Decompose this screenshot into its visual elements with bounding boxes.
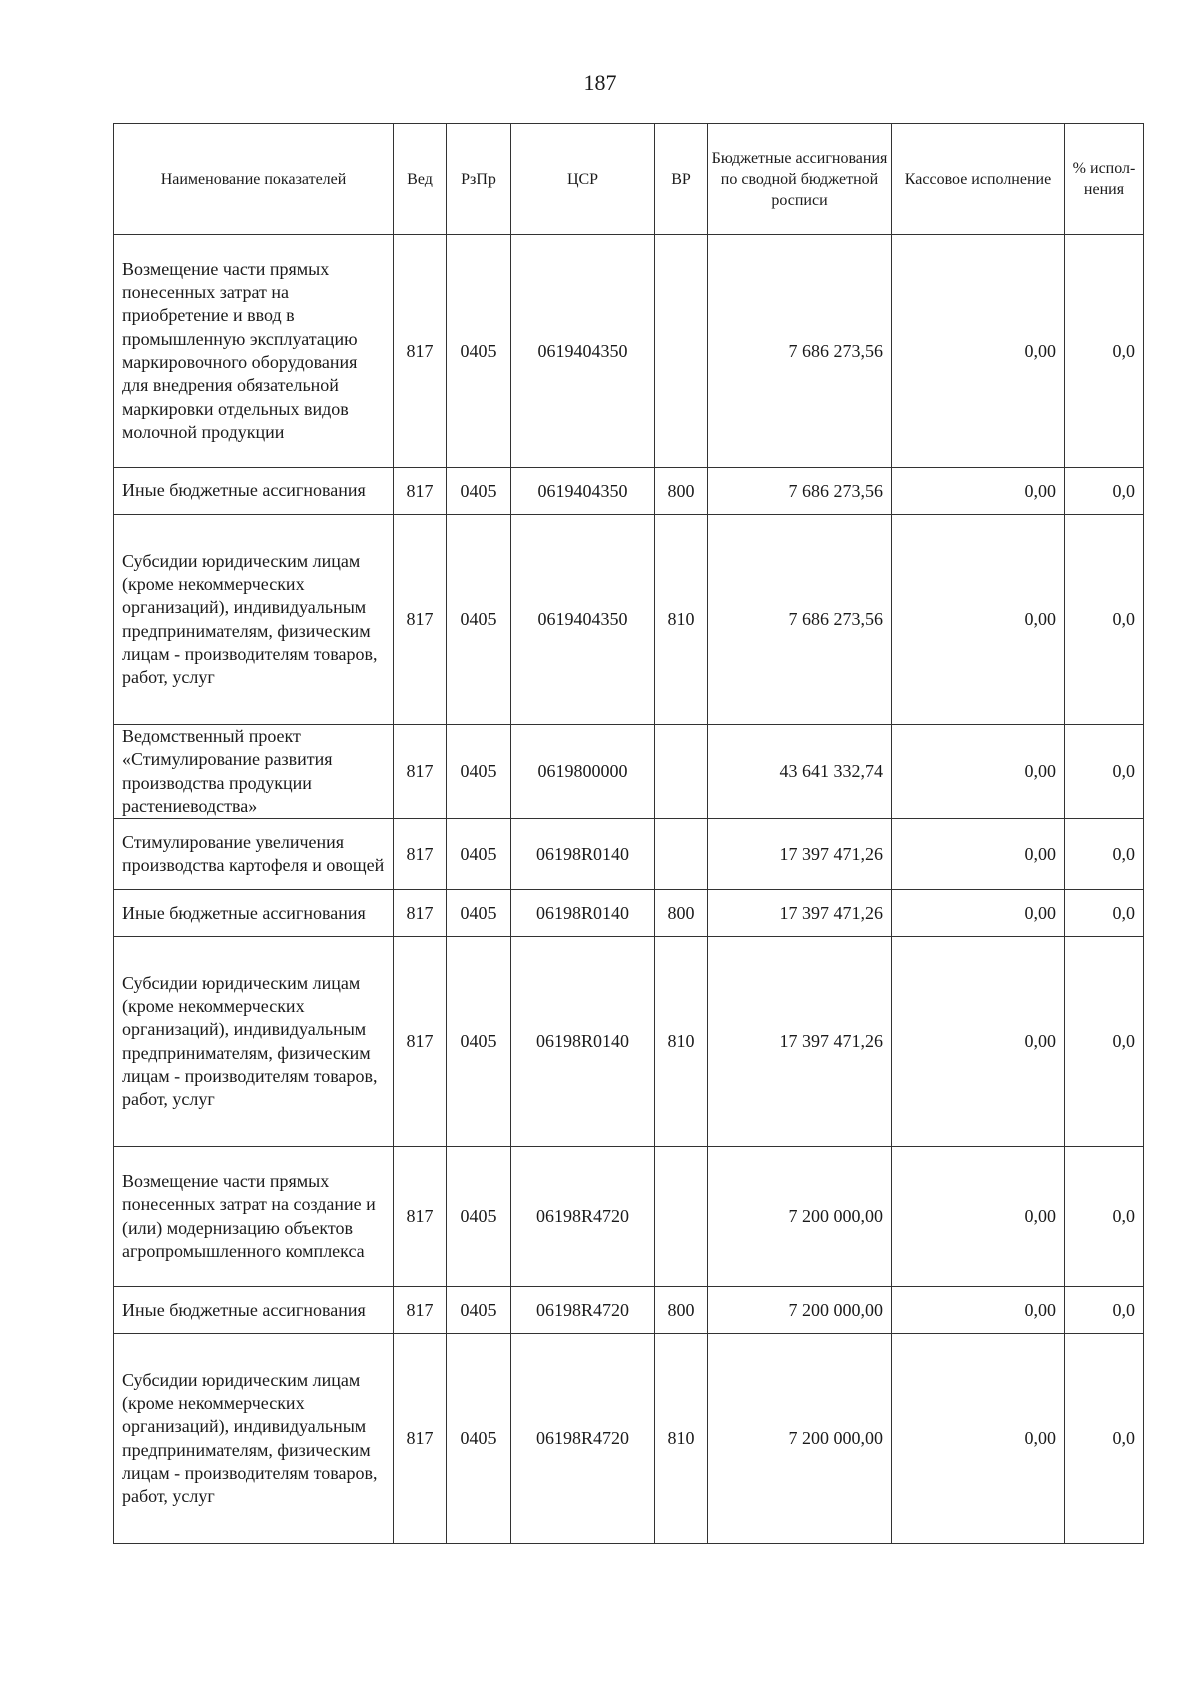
row-ved: 817 (394, 515, 447, 725)
row-percent-execution: 0,0 (1065, 1334, 1144, 1544)
row-csr: 06198R4720 (511, 1147, 655, 1287)
row-rzpr: 0405 (447, 1334, 511, 1544)
row-cash-execution: 0,00 (892, 937, 1065, 1147)
row-csr: 0619404350 (511, 515, 655, 725)
row-appropriations: 7 200 000,00 (708, 1147, 892, 1287)
row-vr: 800 (655, 890, 708, 937)
row-rzpr: 0405 (447, 819, 511, 890)
row-name: Иные бюджетные ассигнования (114, 1287, 394, 1334)
row-ved: 817 (394, 725, 447, 819)
table-row (114, 1287, 1144, 1334)
row-percent-execution: 0,0 (1065, 890, 1144, 937)
row-cash-execution: 0,00 (892, 468, 1065, 515)
row-percent-execution: 0,0 (1065, 468, 1144, 515)
row-percent-execution: 0,0 (1065, 515, 1144, 725)
table-header (114, 124, 1144, 235)
row-percent-execution: 0,0 (1065, 1287, 1144, 1334)
row-csr: 06198R0140 (511, 819, 655, 890)
row-appropriations: 17 397 471,26 (708, 890, 892, 937)
row-name: Стимулирование увеличения производства картофеля и овощей (114, 819, 394, 890)
row-vr: 810 (655, 937, 708, 1147)
row-ved: 817 (394, 819, 447, 890)
table-row (114, 1334, 1144, 1544)
header-csr: ЦСР (511, 124, 655, 235)
row-ved: 817 (394, 468, 447, 515)
row-vr (655, 725, 708, 819)
row-ved: 817 (394, 1334, 447, 1544)
table-row (114, 890, 1144, 937)
row-rzpr: 0405 (447, 1287, 511, 1334)
row-vr (655, 1147, 708, 1287)
row-csr: 0619404350 (511, 468, 655, 515)
header-row (114, 124, 1144, 235)
row-ved: 817 (394, 1147, 447, 1287)
header-cash-execution: Кассовое исполнение (892, 124, 1065, 235)
row-cash-execution: 0,00 (892, 515, 1065, 725)
row-rzpr: 0405 (447, 468, 511, 515)
table-row (114, 515, 1144, 725)
row-appropriations: 17 397 471,26 (708, 937, 892, 1147)
row-appropriations: 7 686 273,56 (708, 515, 892, 725)
row-appropriations: 7 200 000,00 (708, 1334, 892, 1544)
row-csr: 06198R4720 (511, 1334, 655, 1544)
row-vr: 800 (655, 1287, 708, 1334)
table-row (114, 725, 1144, 819)
row-name: Иные бюджетные ассигнования (114, 890, 394, 937)
row-cash-execution: 0,00 (892, 1287, 1065, 1334)
row-rzpr: 0405 (447, 937, 511, 1147)
row-rzpr: 0405 (447, 515, 511, 725)
row-rzpr: 0405 (447, 235, 511, 468)
row-vr (655, 235, 708, 468)
row-cash-execution: 0,00 (892, 1147, 1065, 1287)
table-row (114, 1147, 1144, 1287)
row-name: Субсидии юридическим лицам (кроме некоммерческих организаций), индивидуальным предпринимателям, физическим лицам - производителям товаров, работ, услуг (114, 937, 394, 1147)
row-cash-execution: 0,00 (892, 819, 1065, 890)
header-name: Наименование показателей (114, 124, 394, 235)
row-percent-execution: 0,0 (1065, 819, 1144, 890)
row-percent-execution: 0,0 (1065, 725, 1144, 819)
row-csr: 0619800000 (511, 725, 655, 819)
row-csr: 06198R0140 (511, 937, 655, 1147)
table-row (114, 468, 1144, 515)
row-csr: 0619404350 (511, 235, 655, 468)
row-cash-execution: 0,00 (892, 725, 1065, 819)
row-appropriations: 7 686 273,56 (708, 235, 892, 468)
row-cash-execution: 0,00 (892, 1334, 1065, 1544)
row-vr: 810 (655, 515, 708, 725)
row-percent-execution: 0,0 (1065, 937, 1144, 1147)
row-appropriations: 43 641 332,74 (708, 725, 892, 819)
row-appropriations: 7 686 273,56 (708, 468, 892, 515)
page-number: 187 (583, 70, 617, 95)
row-rzpr: 0405 (447, 1147, 511, 1287)
row-name: Ведомственный проект «Стимулирование развития производства продукции растениеводства» (114, 725, 394, 819)
row-vr: 800 (655, 468, 708, 515)
row-name: Возмещение части прямых понесенных затрат на приобретение и ввод в промышленную эксплуатацию маркировочного оборудования для внедрения обязательной маркировки отдельных видов молочной продукции (114, 235, 394, 468)
row-rzpr: 0405 (447, 725, 511, 819)
row-name: Иные бюджетные ассигнования (114, 468, 394, 515)
row-rzpr: 0405 (447, 890, 511, 937)
row-name: Субсидии юридическим лицам (кроме некоммерческих организаций), индивидуальным предпринимателям, физическим лицам - производителям товаров, работ, услуг (114, 515, 394, 725)
row-appropriations: 17 397 471,26 (708, 819, 892, 890)
table-row (114, 235, 1144, 468)
row-ved: 817 (394, 890, 447, 937)
row-cash-execution: 0,00 (892, 235, 1065, 468)
row-ved: 817 (394, 235, 447, 468)
header-vr: ВР (655, 124, 708, 235)
table-row (114, 937, 1144, 1147)
table-body (114, 235, 1144, 1544)
header-ved: Вед (394, 124, 447, 235)
row-csr: 06198R4720 (511, 1287, 655, 1334)
row-csr: 06198R0140 (511, 890, 655, 937)
row-vr (655, 819, 708, 890)
row-ved: 817 (394, 937, 447, 1147)
table-row (114, 819, 1144, 890)
header-appropriations: Бюджетные ассигнования по сводной бюджетной росписи (708, 124, 892, 235)
row-name: Возмещение части прямых понесенных затрат на создание и (или) модернизацию объектов агропромышленного комплекса (114, 1147, 394, 1287)
header-percent-execution: % испол- нения (1065, 124, 1144, 235)
row-percent-execution: 0,0 (1065, 1147, 1144, 1287)
row-percent-execution: 0,0 (1065, 235, 1144, 468)
row-ved: 817 (394, 1287, 447, 1334)
row-appropriations: 7 200 000,00 (708, 1287, 892, 1334)
budget-table (113, 123, 1144, 1544)
header-rzpr: РзПр (447, 124, 511, 235)
row-cash-execution: 0,00 (892, 890, 1065, 937)
row-vr: 810 (655, 1334, 708, 1544)
row-name: Субсидии юридическим лицам (кроме некоммерческих организаций), индивидуальным предпринимателям, физическим лицам - производителям товаров, работ, услуг (114, 1334, 394, 1544)
